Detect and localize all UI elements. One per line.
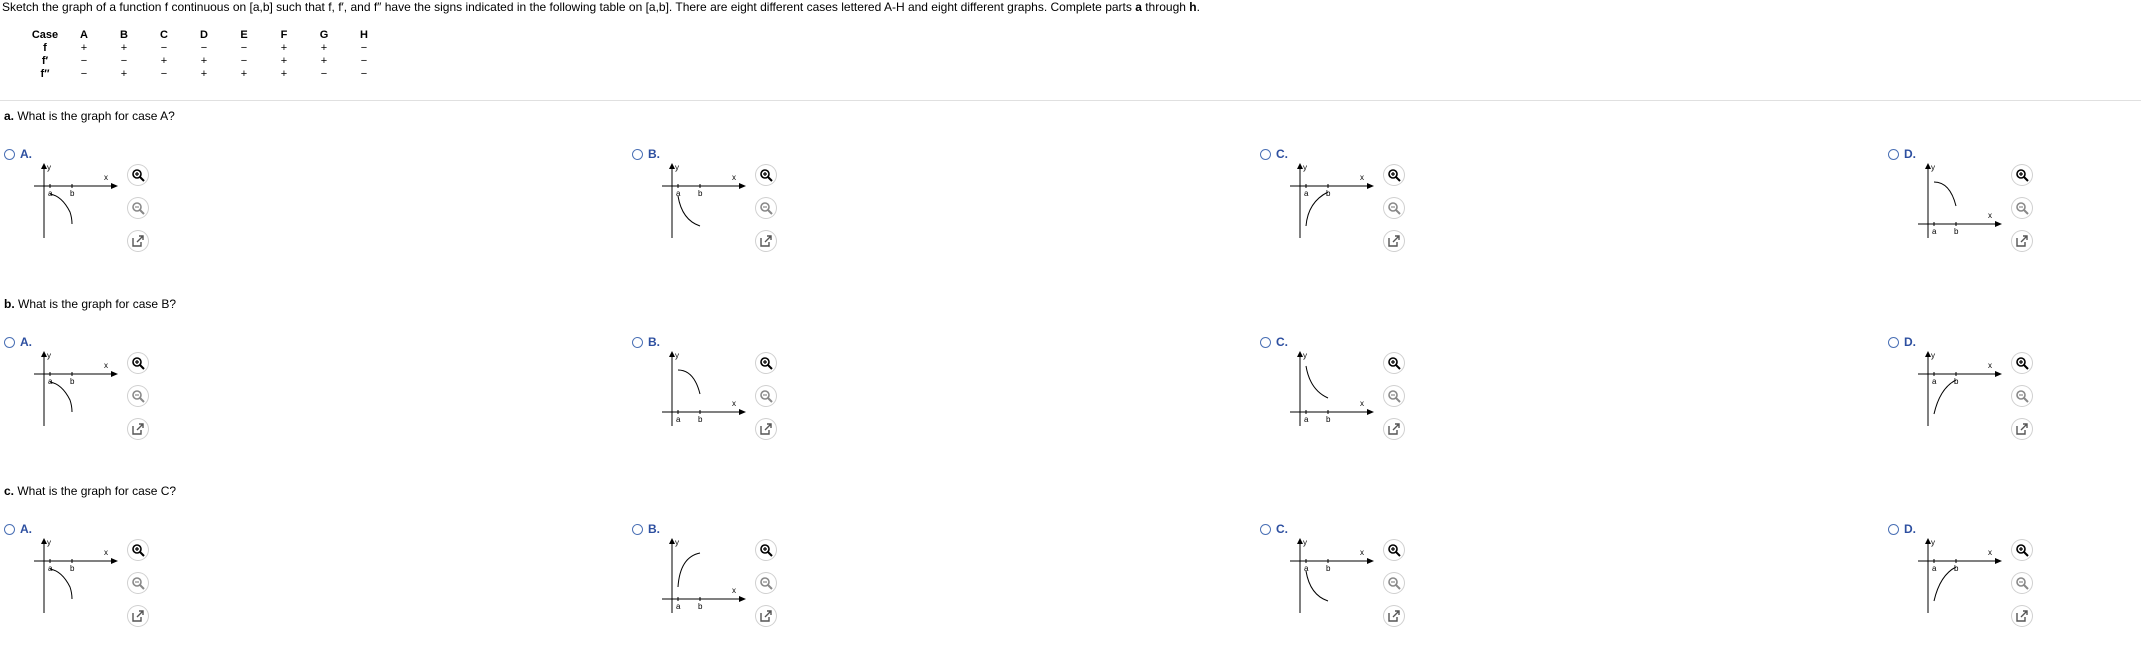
function-curve (1934, 380, 1956, 414)
popout-button[interactable] (756, 606, 776, 626)
x-axis-label: x (1360, 548, 1364, 557)
function-curve (1934, 182, 1956, 206)
answer-choice[interactable] (1888, 522, 1916, 536)
answer-option (1260, 335, 1380, 455)
graph-thumbnail (1288, 537, 1378, 622)
b-tick-label: b (698, 415, 703, 424)
zoom-out-icon (131, 576, 145, 590)
graph-thumbnail (660, 162, 750, 247)
y-axis-label: y (1931, 538, 1935, 547)
answer-choice[interactable] (4, 335, 32, 349)
radio-button[interactable] (4, 524, 15, 535)
popout-button[interactable] (128, 606, 148, 626)
answer-option (1888, 522, 2008, 642)
popout-button[interactable] (1384, 606, 1404, 626)
popout-button[interactable] (128, 419, 148, 439)
x-axis-arrow (111, 558, 118, 564)
zoom-out-icon (2015, 389, 2029, 403)
answer-choice[interactable] (1888, 147, 1916, 161)
function-graph (660, 162, 750, 242)
popout-icon (2015, 609, 2029, 623)
graph-thumbnail (1916, 162, 2006, 247)
function-graph (1288, 350, 1378, 430)
problem-statement: Sketch the graph of a function f continuous on [a,b] such that f, f′, and f″ have the signs indicated in the following table on [a,b]. There are eight different cases lettered A-H and eight different graphs. Complete parts a through h. (2, 0, 1200, 14)
zoom-in-button[interactable] (756, 165, 776, 185)
zoom-out-button[interactable] (756, 386, 776, 406)
function-graph (660, 350, 750, 430)
popout-button[interactable] (2012, 606, 2032, 626)
option-label: D. (1904, 522, 1916, 536)
function-graph (1288, 537, 1378, 617)
function-curve (1934, 567, 1956, 601)
b-tick-label: b (1954, 564, 1959, 573)
answer-option (632, 522, 752, 642)
answer-choice[interactable] (632, 522, 660, 536)
a-tick-label: a (1304, 564, 1309, 573)
graph-thumbnail (32, 350, 122, 435)
a-tick-label: a (1932, 377, 1937, 386)
answer-choice[interactable] (1260, 522, 1288, 536)
answer-option (632, 335, 752, 455)
x-axis-label: x (732, 586, 736, 595)
option-label: C. (1276, 522, 1288, 536)
function-graph (660, 537, 750, 617)
zoom-out-button[interactable] (2012, 198, 2032, 218)
zoom-out-icon (131, 389, 145, 403)
a-tick-label: a (676, 415, 681, 424)
y-axis-label: y (1931, 351, 1935, 360)
graph-thumbnail (32, 162, 122, 247)
popout-icon (2015, 422, 2029, 436)
zoom-out-icon (759, 389, 773, 403)
x-axis-label: x (1360, 173, 1364, 182)
question-prompt (4, 297, 176, 311)
answer-choice[interactable] (632, 147, 660, 161)
radio-button[interactable] (4, 149, 15, 160)
sign-table-row: f + + − − − + + − (43, 42, 368, 54)
zoom-in-icon (1387, 543, 1401, 557)
radio-button[interactable] (632, 524, 643, 535)
graph-thumbnail (1916, 350, 2006, 435)
function-curve (678, 196, 700, 226)
zoom-in-icon (759, 168, 773, 182)
function-graph (32, 537, 122, 617)
popout-button[interactable] (128, 231, 148, 251)
y-axis-label: y (675, 351, 679, 360)
answer-choice[interactable] (1260, 147, 1288, 161)
popout-button[interactable] (1384, 419, 1404, 439)
sign-table-row: f′ − − + + − + + − (41, 55, 368, 67)
popout-icon (2015, 234, 2029, 248)
zoom-in-icon (2015, 543, 2029, 557)
zoom-in-icon (1387, 168, 1401, 182)
zoom-in-button[interactable] (1384, 540, 1404, 560)
sign-table-header: Case A B C D E F G H (31, 29, 368, 41)
zoom-in-button[interactable] (2012, 353, 2032, 373)
zoom-out-icon (759, 576, 773, 590)
zoom-in-icon (2015, 356, 2029, 370)
function-curve (1306, 366, 1328, 398)
x-axis-arrow (1367, 409, 1374, 415)
zoom-out-icon (1387, 576, 1401, 590)
graph-thumbnail (32, 537, 122, 622)
option-label: B. (648, 335, 660, 349)
a-tick-label: a (48, 377, 53, 386)
zoom-out-icon (2015, 201, 2029, 215)
popout-icon (131, 422, 145, 436)
function-curve (50, 194, 72, 224)
answer-option (1888, 147, 2008, 267)
zoom-in-icon (2015, 168, 2029, 182)
answer-option (1888, 335, 2008, 455)
zoom-out-button[interactable] (128, 573, 148, 593)
option-label: C. (1276, 335, 1288, 349)
zoom-out-icon (759, 201, 773, 215)
question-text: What is the graph for case C? (14, 484, 177, 498)
answer-choice[interactable] (1260, 335, 1288, 349)
y-axis-label: y (47, 351, 51, 360)
graph-thumbnail (660, 537, 750, 622)
b-tick-label: b (698, 189, 703, 198)
x-axis-label: x (104, 548, 108, 557)
a-tick-label: a (1932, 564, 1937, 573)
a-tick-label: a (676, 189, 681, 198)
radio-button[interactable] (1888, 149, 1899, 160)
option-label: C. (1276, 147, 1288, 161)
radio-button[interactable] (632, 149, 643, 160)
zoom-out-icon (131, 201, 145, 215)
x-axis-arrow (1995, 221, 2002, 227)
b-tick-label: b (1954, 227, 1959, 236)
x-axis-arrow (739, 596, 746, 602)
x-axis-arrow (739, 409, 746, 415)
option-label: D. (1904, 147, 1916, 161)
x-axis-label: x (104, 361, 108, 370)
b-tick-label: b (1954, 377, 1959, 386)
popout-icon (131, 234, 145, 248)
b-tick-label: b (70, 189, 75, 198)
function-graph (1916, 350, 2006, 430)
x-axis-label: x (732, 399, 736, 408)
zoom-in-button[interactable] (1384, 165, 1404, 185)
x-axis-arrow (1367, 183, 1374, 189)
popout-icon (759, 422, 773, 436)
radio-button[interactable] (632, 337, 643, 348)
a-tick-label: a (1932, 227, 1937, 236)
option-label: B. (648, 522, 660, 536)
popout-button[interactable] (2012, 231, 2032, 251)
radio-button[interactable] (1260, 524, 1271, 535)
y-axis-label: y (1303, 351, 1307, 360)
zoom-out-button[interactable] (2012, 573, 2032, 593)
graph-thumbnail (1288, 350, 1378, 435)
question-prompt (4, 109, 175, 123)
x-axis-arrow (111, 371, 118, 377)
zoom-in-icon (1387, 356, 1401, 370)
a-tick-label: a (48, 564, 53, 573)
answer-choice[interactable] (4, 147, 32, 161)
zoom-in-icon (759, 543, 773, 557)
y-axis-label: y (1303, 163, 1307, 172)
question-prompt (4, 484, 176, 498)
x-axis-label: x (1988, 211, 1992, 220)
divider (0, 100, 2141, 101)
function-curve (50, 569, 72, 599)
function-graph (1916, 162, 2006, 242)
zoom-in-button[interactable] (1384, 353, 1404, 373)
a-tick-label: a (48, 189, 53, 198)
option-label: A. (20, 522, 32, 536)
b-tick-label: b (1326, 415, 1331, 424)
question-text: What is the graph for case B? (14, 297, 177, 311)
y-axis-label: y (1303, 538, 1307, 547)
b-tick-label: b (70, 564, 75, 573)
y-axis-label: y (47, 163, 51, 172)
function-graph (1916, 537, 2006, 617)
popout-button[interactable] (756, 231, 776, 251)
zoom-out-button[interactable] (2012, 386, 2032, 406)
function-curve (1306, 571, 1328, 601)
radio-button[interactable] (1888, 337, 1899, 348)
function-curve (678, 553, 700, 587)
y-axis-label: y (675, 538, 679, 547)
graph-thumbnail (660, 350, 750, 435)
zoom-in-icon (131, 356, 145, 370)
popout-button[interactable] (756, 419, 776, 439)
zoom-in-button[interactable] (128, 540, 148, 560)
radio-button[interactable] (1260, 149, 1271, 160)
sign-table-row: f″ − + − + + + − − (40, 68, 368, 80)
answer-option (632, 147, 752, 267)
answer-option (4, 522, 124, 642)
b-tick-label: b (1326, 189, 1331, 198)
b-tick-label: b (1326, 564, 1331, 573)
popout-button[interactable] (2012, 419, 2032, 439)
popout-icon (1387, 234, 1401, 248)
question-letter: a. (4, 109, 15, 123)
popout-icon (1387, 422, 1401, 436)
zoom-in-icon (131, 168, 145, 182)
zoom-out-icon (1387, 389, 1401, 403)
y-axis-label: y (47, 538, 51, 547)
zoom-out-icon (2015, 576, 2029, 590)
x-axis-arrow (111, 183, 118, 189)
zoom-out-button[interactable] (1384, 198, 1404, 218)
x-axis-arrow (1367, 558, 1374, 564)
popout-icon (131, 609, 145, 623)
option-label: B. (648, 147, 660, 161)
answer-choice[interactable] (4, 522, 32, 536)
question-letter: b. (4, 297, 15, 311)
zoom-out-button[interactable] (1384, 386, 1404, 406)
zoom-in-button[interactable] (756, 540, 776, 560)
zoom-in-button[interactable] (2012, 540, 2032, 560)
function-graph (32, 350, 122, 430)
zoom-out-button[interactable] (128, 386, 148, 406)
question-letter: c. (4, 484, 15, 498)
x-axis-label: x (104, 173, 108, 182)
zoom-in-button[interactable] (128, 353, 148, 373)
b-tick-label: b (698, 602, 703, 611)
y-axis-label: y (675, 163, 679, 172)
zoom-in-button[interactable] (756, 353, 776, 373)
option-label: A. (20, 335, 32, 349)
zoom-out-button[interactable] (128, 198, 148, 218)
zoom-out-button[interactable] (1384, 573, 1404, 593)
graph-thumbnail (1288, 162, 1378, 247)
option-label: A. (20, 147, 32, 161)
radio-button[interactable] (1888, 524, 1899, 535)
function-graph (1288, 162, 1378, 242)
x-axis-label: x (1988, 548, 1992, 557)
x-axis-arrow (1995, 558, 2002, 564)
answer-option (1260, 522, 1380, 642)
function-curve (678, 370, 700, 394)
x-axis-label: x (732, 173, 736, 182)
zoom-in-button[interactable] (2012, 165, 2032, 185)
x-axis-arrow (1995, 371, 2002, 377)
x-axis-arrow (739, 183, 746, 189)
zoom-out-button[interactable] (756, 573, 776, 593)
answer-option (4, 335, 124, 455)
function-graph (32, 162, 122, 242)
x-axis-label: x (1988, 361, 1992, 370)
sign-table (26, 29, 384, 81)
zoom-in-icon (759, 356, 773, 370)
answer-option (4, 147, 124, 267)
radio-button[interactable] (1260, 337, 1271, 348)
popout-icon (1387, 609, 1401, 623)
popout-icon (759, 234, 773, 248)
radio-button[interactable] (4, 337, 15, 348)
answer-option (1260, 147, 1380, 267)
popout-button[interactable] (1384, 231, 1404, 251)
a-tick-label: a (1304, 189, 1309, 198)
b-tick-label: b (70, 377, 75, 386)
answer-choice[interactable] (1888, 335, 1916, 349)
zoom-out-button[interactable] (756, 198, 776, 218)
a-tick-label: a (1304, 415, 1309, 424)
question-text: What is the graph for case A? (14, 109, 175, 123)
x-axis-label: x (1360, 399, 1364, 408)
function-curve (50, 382, 72, 412)
popout-icon (759, 609, 773, 623)
zoom-in-icon (131, 543, 145, 557)
graph-thumbnail (1916, 537, 2006, 622)
zoom-out-icon (1387, 201, 1401, 215)
y-axis-label: y (1931, 163, 1935, 172)
function-curve (1306, 192, 1328, 226)
a-tick-label: a (676, 602, 681, 611)
option-label: D. (1904, 335, 1916, 349)
answer-choice[interactable] (632, 335, 660, 349)
zoom-in-button[interactable] (128, 165, 148, 185)
